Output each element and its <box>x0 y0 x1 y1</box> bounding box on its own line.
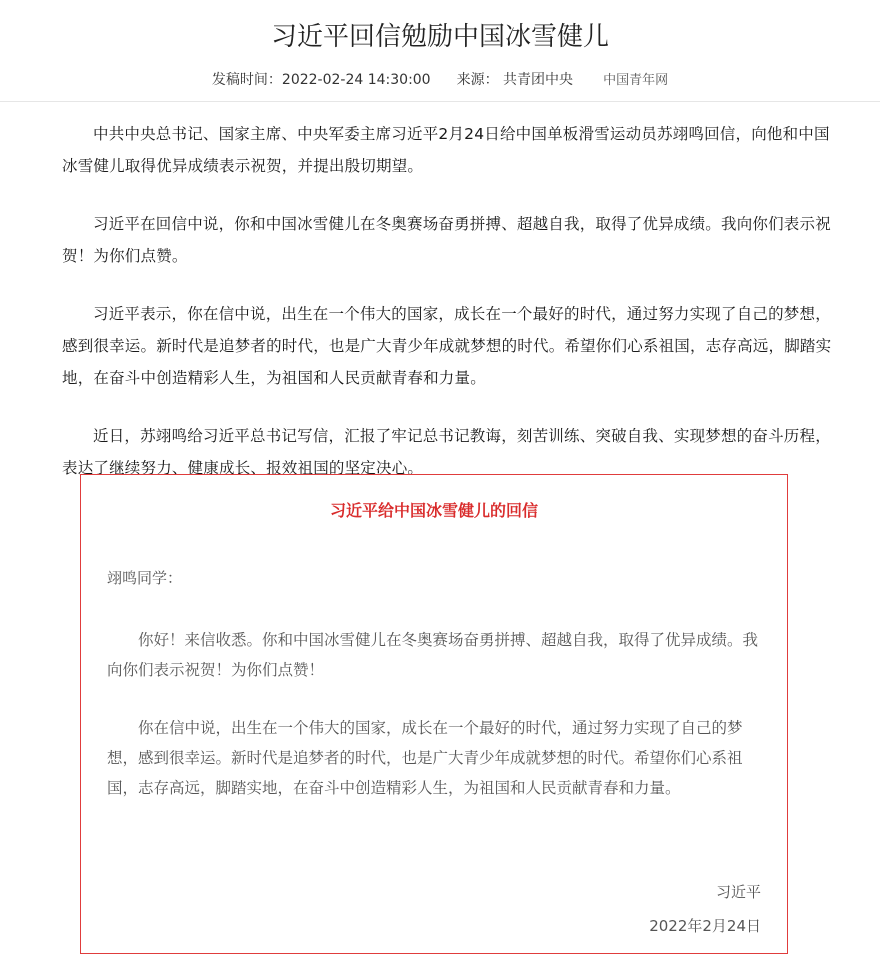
article-title: 习近平回信勉励中国冰雪健儿 <box>270 22 609 52</box>
letter-salutation: 翊鸣同学： <box>107 569 183 587</box>
letter-signature: 习近平 <box>715 883 761 901</box>
letter-signature-block <box>649 875 761 943</box>
site-name-link[interactable]: 中国青年网 <box>603 73 669 88</box>
letter-box <box>80 474 788 954</box>
article-paragraph: 习近平表示，你在信中说，出生在一个伟大的国家，成长在一个最好的时代，通过努力实现了自己的梦想，感到很幸运。新时代是追梦者的时代，也是广大青少年成就梦想的时代。希望你们心系祖国，志存高远，脚踏实地，在奋斗中创造精彩人生，为祖国和人民贡献青春和力量。 <box>62 305 832 387</box>
letter-body <box>107 625 763 831</box>
article-source: 来源： 共青团中央 <box>456 72 574 88</box>
header-divider <box>0 101 880 102</box>
article-paragraph: 习近平在回信中说，你和中国冰雪健儿在冬奥赛场奋勇拼搏、超越自我，取得了优异成绩。我向你们表示祝贺！为你们点赞。 <box>62 215 831 265</box>
letter-paragraph: 你好！来信收悉。你和中国冰雪健儿在冬奥赛场奋勇拼搏、超越自我，取得了优异成绩。我向你们表示祝贺！为你们点赞！ <box>107 631 759 679</box>
article-body <box>62 118 842 510</box>
article-paragraph: 近日，苏翊鸣给习近平总书记写信，汇报了牢记总书记教诲，刻苦训练、突破自我、实现梦想的奋斗历程，表达了继续努力、健康成长、报效祖国的坚定决心。 <box>62 427 831 477</box>
article-paragraph: 中共中央总书记、国家主席、中央军委主席习近平2月24日给中国单板滑雪运动员苏翊鸣回信，向他和中国冰雪健儿取得优异成绩表示祝贺，并提出殷切期望。 <box>62 125 830 175</box>
letter-title: 习近平给中国冰雪健儿的回信 <box>329 501 538 520</box>
article-meta <box>0 70 880 91</box>
publish-time: 发稿时间：2022-02-24 14:30:00 <box>211 72 431 88</box>
letter-paragraph: 你在信中说，出生在一个伟大的国家，成长在一个最好的时代，通过努力实现了自己的梦想，感到很幸运。新时代是追梦者的时代，也是广大青少年成就梦想的时代。希望你们心系祖国，志存高远，脚踏实地，在奋斗中创造精彩人生，为祖国和人民贡献青春和力量。 <box>107 719 743 797</box>
letter-date: 2022年2月24日 <box>649 917 761 935</box>
